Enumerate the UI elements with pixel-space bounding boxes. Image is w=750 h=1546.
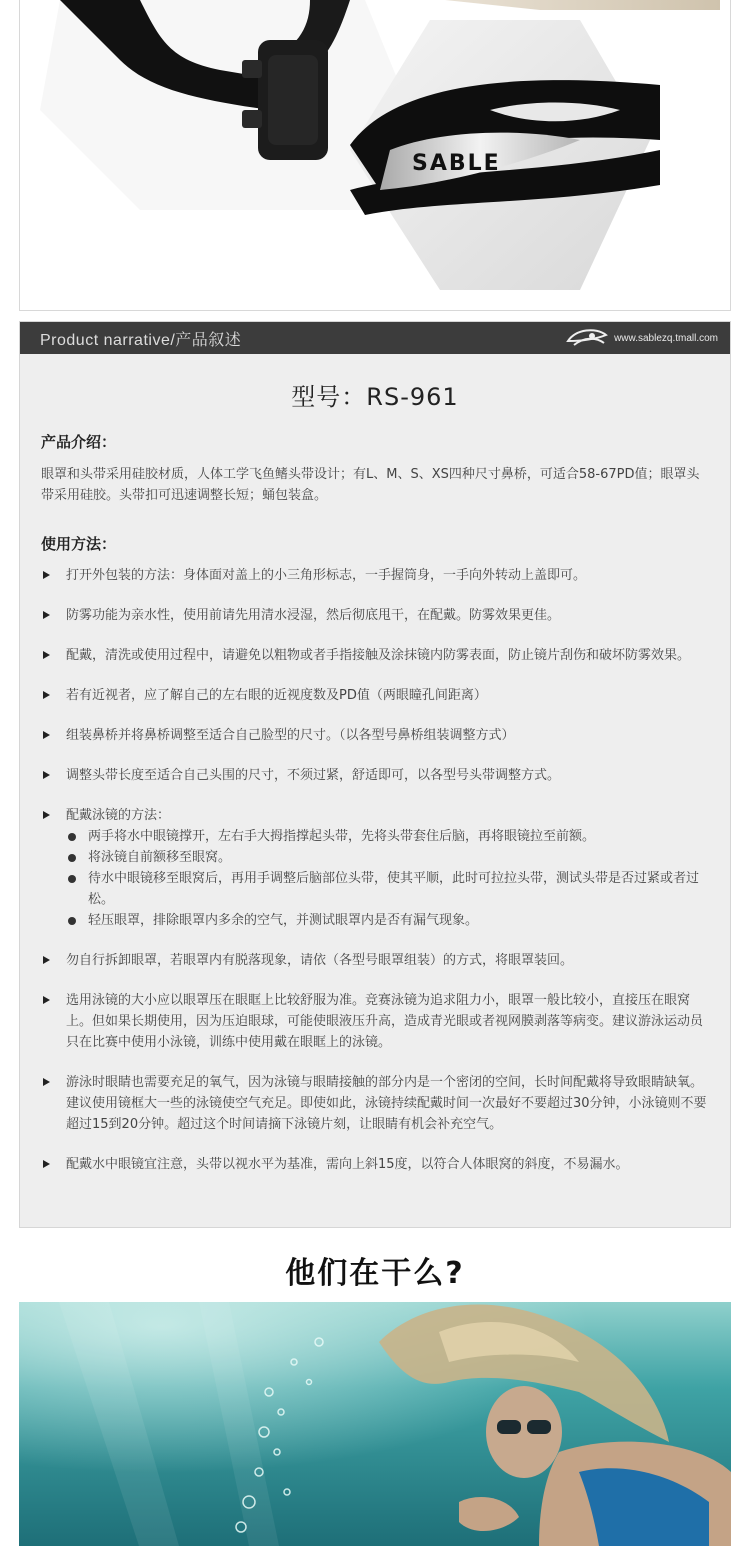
usage-heading: 使用方法： xyxy=(41,535,117,553)
list-item: 选用泳镜的大小应以眼罩压在眼眶上比较舒服为准。竞赛泳镜为追求阻力小，眼罩一般比较小，直接压在眼窝上。但如果长期使用，因为压迫眼球，可能使眼液压升高，造成青光眼或者视网膜剥落等病变。建议游泳运动员只在比赛中使用小泳镜，训练中使用戴在眼眶上的泳镜。 xyxy=(41,990,712,1053)
list-item: 防雾功能为亲水性，使用前请先用清水浸湿，然后彻底甩干，在配戴。防雾效果更佳。 xyxy=(41,605,712,626)
list-item: 若有近视者，应了解自己的左右眼的近视度数及PD值（两眼瞳孔间距离） xyxy=(41,685,712,706)
list-item: 轻压眼罩，排除眼罩内多余的空气，并测试眼罩内是否有漏气现象。 xyxy=(66,910,712,931)
swimmer-underwater-photo xyxy=(19,1302,731,1546)
fish-logo-icon xyxy=(566,327,608,349)
triangle-bullet-icon xyxy=(43,1078,50,1086)
list-item: 打开外包装的方法：身体面对盖上的小三角形标志，一手握筒身，一手向外转动上盖即可。 xyxy=(41,565,712,586)
panel-title: Product narrative/产品叙述 xyxy=(40,331,242,349)
product-narrative-panel xyxy=(19,321,731,1228)
list-item: 两手将水中眼镜撑开，左右手大拇指撑起头带，先将头带套住后脑，再将眼镜拉至前额。 xyxy=(66,826,712,847)
triangle-bullet-icon xyxy=(43,771,50,779)
product-photo-strap-clip xyxy=(19,0,731,311)
wearing-title: 配戴泳镜的方法： xyxy=(66,808,171,823)
dot-bullet-icon xyxy=(68,917,76,925)
triangle-bullet-icon xyxy=(43,996,50,1004)
list-item: 配戴，清洗或使用过程中，请避免以粗物或者手指接触及涂抹镜内防雾表面，防止镜片刮伤和破坏防雾效果。 xyxy=(41,645,712,666)
list-item: 勿自行拆卸眼罩，若眼罩内有脱落现象，请依（各型号眼罩组装）的方式，将眼罩装回。 xyxy=(41,950,712,971)
list-item: 组装鼻桥并将鼻桥调整至适合自己脸型的尺寸。（以各型号鼻桥组装调整方式） xyxy=(41,725,712,746)
triangle-bullet-icon xyxy=(43,1160,50,1168)
list-item: 调整头带长度至适合自己头围的尺寸，不须过紧，舒适即可，以各型号头带调整方式。 xyxy=(41,765,712,786)
brand-url: www.sablezq.tmall.com xyxy=(614,332,718,344)
dot-bullet-icon xyxy=(68,833,76,841)
triangle-bullet-icon xyxy=(43,571,50,579)
list-item: 将泳镜自前额移至眼窝。 xyxy=(66,847,712,868)
sable-logo: SABLE xyxy=(412,151,501,176)
usage-list xyxy=(41,565,712,1175)
panel-header xyxy=(20,322,730,354)
list-item: 待水中眼镜移至眼窝后，再用手调整后脑部位头带，使其平顺，此时可拉拉头带，测试头带是否过紧或者过松。 xyxy=(66,868,712,910)
list-item-wearing-method xyxy=(41,805,712,931)
triangle-bullet-icon xyxy=(43,611,50,619)
wearing-steps xyxy=(66,826,712,931)
triangle-bullet-icon xyxy=(43,731,50,739)
brand xyxy=(566,327,718,349)
list-item: 配戴水中眼镜宜注意，头带以视水平为基准，需向上斜15度，以符合人体眼窝的斜度，不易漏水。 xyxy=(41,1154,712,1175)
model-number: 型号：RS-961 xyxy=(291,383,459,411)
section-title: 他们在干么? xyxy=(285,1256,465,1291)
list-item: 游泳时眼睛也需要充足的氧气，因为泳镜与眼睛接触的部分内是一个密闭的空间，长时间配戴将导致眼睛缺氧。建议使用镜框大一些的泳镜使空气充足。即使如此，泳镜持续配戴时间一次最好不要超过30分钟，小泳镜则不要超过15到20分钟。超过这个时间请摘下泳镜片刻，让眼睛有机会补充空气。 xyxy=(41,1072,712,1135)
triangle-bullet-icon xyxy=(43,956,50,964)
dot-bullet-icon xyxy=(68,875,76,883)
triangle-bullet-icon xyxy=(43,811,50,819)
dot-bullet-icon xyxy=(68,854,76,862)
triangle-bullet-icon xyxy=(43,651,50,659)
intro-text: 眼罩和头带采用硅胶材质，人体工学飞鱼鳍头带设计；有L、M、S、XS四种尺寸鼻桥，可适合58-67PD值；眼罩头带采用硅胶。头带扣可迅速调整长短；蛹包装盒。 xyxy=(41,467,700,503)
intro-heading: 产品介绍： xyxy=(41,433,117,451)
triangle-bullet-icon xyxy=(43,691,50,699)
